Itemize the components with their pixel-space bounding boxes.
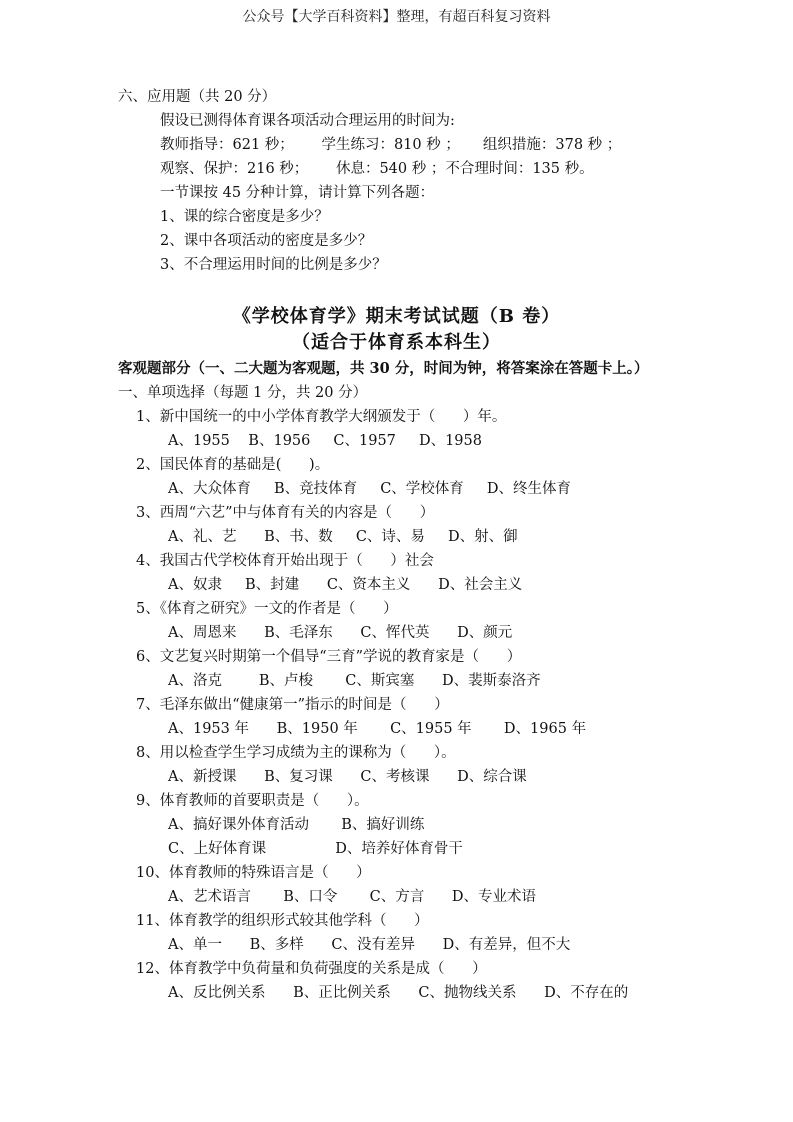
section6-line: 2、课中各项活动的密度是多少？ — [160, 233, 373, 249]
question-options: A、洛克 B、卢梭 C、斯宾塞 D、裴斯泰洛齐 — [168, 673, 541, 689]
question-options: A、周恩来 B、毛泽东 C、恽代英 D、颜元 — [168, 625, 513, 641]
section6-line: 一节课按 45 分种计算，请计算下列各题： — [160, 185, 435, 201]
question-options: A、新授课 B、复习课 C、考核课 D、综合课 — [168, 769, 527, 785]
section6-line: 1、课的综合密度是多少？ — [160, 209, 329, 225]
question-text: 3、西周“六艺”中与体育有关的内容是（ ） — [136, 505, 435, 521]
question-options: A、1955 B、1956 C、1957 D、1958 — [168, 433, 482, 449]
question-text: 8、用以检查学生学习成绩为主的课称为（ ）。 — [136, 745, 456, 761]
question-text: 10、体育教师的特殊语言是（ ） — [136, 865, 371, 881]
question-options: A、奴隶 B、封建 C、资本主义 D、社会主义 — [168, 577, 523, 593]
question-options: C、上好体育课 D、培养好体育骨干 — [168, 841, 463, 857]
question-text: 7、毛泽东做出“健康第一”指示的时间是（ ） — [136, 697, 449, 713]
question-options: A、反比例关系 B、正比例关系 C、抛物线关系 D、不存在的 — [168, 985, 629, 1001]
section6-line: 教师指导：621 秒； 学生练习：810 秒 ； 组织措施：378 秒 ； — [160, 137, 622, 153]
question-options: A、大众体育 B、竞技体育 C、学校体育 D、终生体育 — [168, 481, 571, 497]
question-options: A、搞好课外体育活动 B、搞好训练 — [168, 817, 425, 833]
exam-title: 《学校体育学》期末考试试题（B 卷） — [232, 306, 561, 327]
section6-line: 假设已测得体育课各项活动合理运用的时间为: — [160, 113, 455, 129]
question-options: A、单一 B、多样 C、没有差异 D、有差异，但不大 — [168, 937, 571, 953]
exam-subtitle: （适合于体育系本科生） — [292, 332, 501, 353]
section6-line: 3、不合理运用时间的比例是多少？ — [160, 257, 387, 273]
section6-line: 观察、保护：216 秒； 休息：540 秒 ；不合理时间：135 秒。 — [160, 161, 594, 177]
question-options: A、礼、艺 B、书、数 C、诗、易 D、射、御 — [168, 529, 518, 545]
question-text: 2、国民体育的基础是( )。 — [136, 457, 330, 473]
question-text: 6、文艺复兴时期第一个倡导“三育”学说的教育家是（ ） — [136, 649, 522, 665]
question-text: 4、我国古代学校体育开始出现于（ ）社会 — [136, 553, 434, 569]
section1-heading: 一、单项选择（每题 1 分，共 20 分） — [118, 385, 368, 401]
question-text: 9、体育教师的首要职责是（ ）。 — [136, 793, 369, 809]
question-options: A、1953 年 B、1950 年 C、1955 年 D、1965 年 — [168, 721, 587, 737]
question-options: A、艺术语言 B、口令 C、方言 D、专业术语 — [168, 889, 537, 905]
section6-heading: 六、应用题（共 20 分） — [118, 89, 277, 105]
question-text: 1、新中国统一的中小学体育教学大纲颁发于（ ）年。 — [136, 409, 507, 425]
question-text: 11、体育教学的组织形式较其他学科（ ） — [136, 913, 429, 929]
objective-note: 客观题部分（一、二大题为客观题，共 30 分，时间为钟，将答案涂在答题卡上。） — [118, 360, 649, 377]
question-text: 12、体育教学中负荷量和负荷强度的关系是成（ ） — [136, 961, 487, 977]
page-header: 公众号【大学百科资料】整理，有超百科复习资料 — [242, 9, 551, 25]
question-text: 5、《体育之研究》一文的作者是（ ） — [136, 601, 398, 617]
